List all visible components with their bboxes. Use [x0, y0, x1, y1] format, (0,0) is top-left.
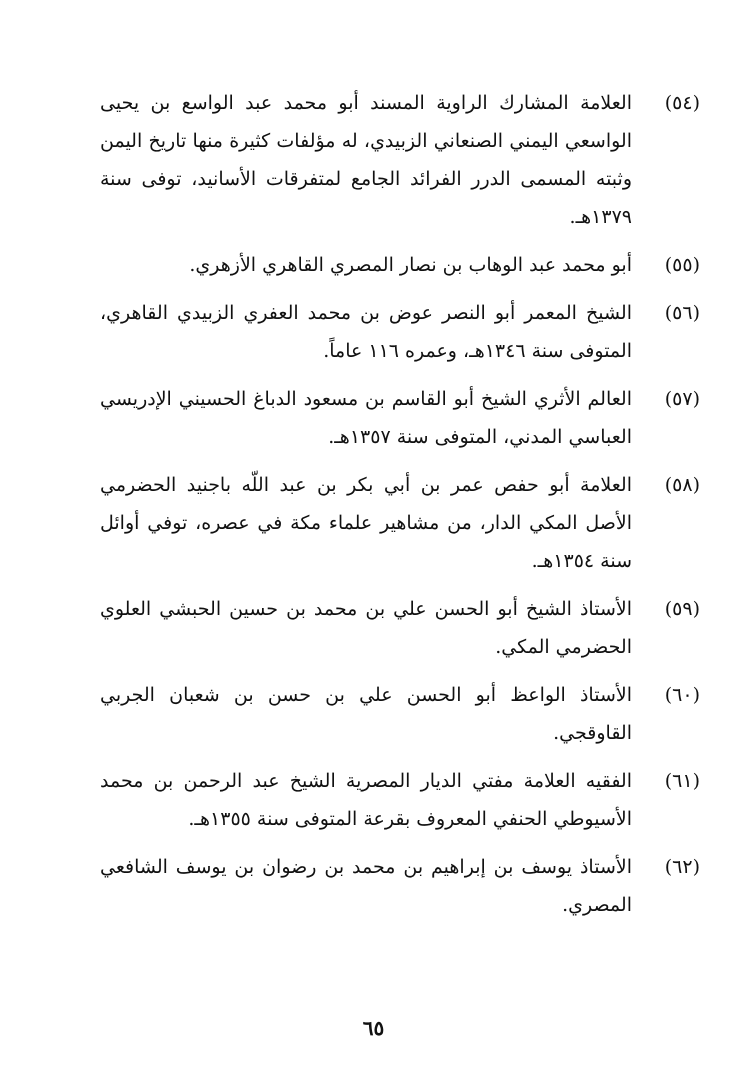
- page-body: [100, 84, 700, 924]
- entry-line: المصري.: [562, 894, 632, 916]
- entry-number: (٦١): [664, 770, 700, 792]
- entry-line: الأستاذ الواعظ أبو الحسن علي بن حسن بن شعبان الجربي: [100, 684, 632, 706]
- entry-number: (٥٨): [664, 474, 700, 496]
- entry-text: [100, 762, 632, 838]
- page-number: ٦٥: [362, 1016, 385, 1040]
- entry-number: (٥٩): [664, 598, 700, 620]
- entry-line: العالم الأثري الشيخ أبو القاسم بن مسعود الدباغ الحسيني الإدريسي: [100, 388, 632, 410]
- biography-entry-58: [100, 466, 700, 580]
- entry-line: الأسيوطي الحنفي المعروف بقرعة المتوفى سنة ١٣٥٥هـ.: [188, 808, 632, 830]
- entry-line: سنة ١٣٥٤هـ.: [531, 550, 632, 572]
- entry-line: الأصل المكي الدار، من مشاهير علماء مكة في عصره، توفي أوائل: [100, 512, 632, 534]
- biography-entry-54: [100, 84, 700, 236]
- entry-number: (٥٦): [664, 302, 700, 324]
- entry-number: (٦٠): [664, 684, 700, 706]
- entry-text: [100, 848, 632, 924]
- biography-entry-59: [100, 590, 700, 666]
- entry-number: (٥٥): [664, 254, 700, 276]
- entry-text: [100, 380, 632, 456]
- entry-line: الفقيه العلامة مفتي الديار المصرية الشيخ عبد الرحمن بن محمد: [100, 770, 632, 792]
- entry-number: (٦٢): [664, 856, 700, 878]
- entry-line: ١٣٧٩هـ.: [569, 206, 632, 228]
- entry-line: العباسي المدني، المتوفى سنة ١٣٥٧هـ.: [328, 426, 632, 448]
- biography-entry-55: [100, 246, 700, 284]
- entry-text: [100, 294, 632, 370]
- entry-line: العلامة أبو حفص عمر بن أبي بكر بن عبد اللّه باجنيد الحضرمي: [100, 474, 632, 496]
- biography-entry-56: [100, 294, 700, 370]
- entry-text: [100, 676, 632, 752]
- biography-entry-57: [100, 380, 700, 456]
- entry-line: وثبته المسمى الدرر الفرائد الجامع لمتفرقات الأسانيد، توفى سنة: [100, 168, 632, 190]
- entry-text: [100, 246, 632, 284]
- entry-line: الشيخ المعمر أبو النصر عوض بن محمد العفري الزبيدي القاهري،: [100, 302, 632, 324]
- entry-line: القاوقجي.: [553, 722, 632, 744]
- entry-line: العلامة المشارك الراوية المسند أبو محمد عبد الواسع بن يحيى: [100, 92, 632, 114]
- entry-text: [100, 84, 632, 236]
- entry-line: الأستاذ يوسف بن إبراهيم بن محمد بن رضوان بن يوسف الشافعي: [100, 856, 632, 878]
- biography-entry-62: [100, 848, 700, 924]
- entry-line: الأستاذ الشيخ أبو الحسن علي بن محمد بن حسين الحبشي العلوي: [100, 598, 632, 620]
- entry-line: أبو محمد عبد الوهاب بن نصار المصري القاهري الأزهري.: [189, 254, 632, 276]
- entry-text: [100, 466, 632, 580]
- biography-entry-61: [100, 762, 700, 838]
- entry-line: الحضرمي المكي.: [495, 636, 632, 658]
- biography-entry-60: [100, 676, 700, 752]
- entry-line: الواسعي اليمني الصنعاني الزبيدي، له مؤلفات كثيرة منها تاريخ اليمن: [100, 130, 632, 152]
- entry-number: (٥٤): [664, 92, 700, 114]
- entry-line: المتوفى سنة ١٣٤٦هـ، وعمره ١١٦ عاماً.: [323, 340, 632, 362]
- entry-text: [100, 590, 632, 666]
- entry-number: (٥٧): [664, 388, 700, 410]
